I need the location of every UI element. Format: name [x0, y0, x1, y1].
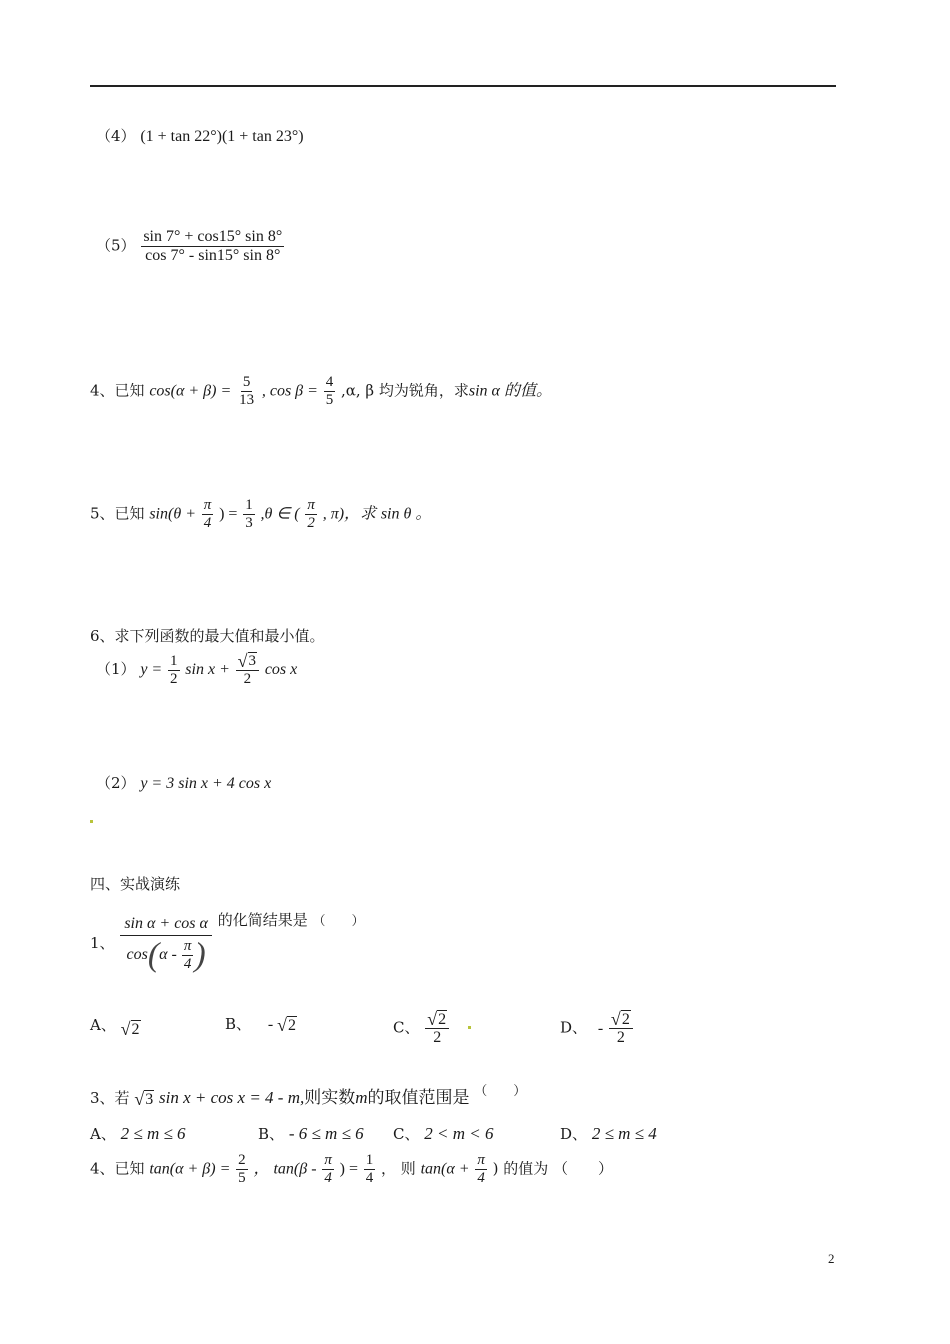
sqrt-symbol: √ 3 [134, 1089, 154, 1109]
fraction: $\frac{5}{13}$ [239, 374, 255, 408]
fraction: $\frac{\sin 7^\circ + \cos 15^\circ \sin 8^\circ}{\cos 7^\circ - \sin 15^\circ \sin 8^\circ}$ [143, 228, 283, 264]
fraction: $\frac{1}{3}$ [245, 497, 253, 531]
fraction: $\frac{\pi}{4}$ [477, 1152, 485, 1186]
problem-6-title: 6、求下列函数的最大值和最小值。 [90, 627, 325, 645]
sqrt-symbol: √ 2 [120, 1019, 140, 1039]
option-d: D、 2 ≤ m ≤ 4 [560, 1124, 657, 1143]
option-a: A、 2 ≤ m ≤ 6 [90, 1124, 186, 1143]
fraction: $\frac{\pi}{4}$ [324, 1152, 332, 1186]
fraction: $\frac{\pi}{2}$ [307, 497, 315, 531]
header-rule [90, 85, 836, 87]
scan-dot [90, 820, 93, 823]
fraction: √ 3 2 [236, 652, 259, 688]
scan-dot [468, 1026, 471, 1029]
exercise-1: 1、 sin α + cos α cos(α - $\frac{\pi}{4}$ ) 的化简结果是 （ ） [90, 911, 365, 974]
sqrt-symbol: √ 2 [427, 1009, 447, 1030]
option-b: B、 - 6 ≤ m ≤ 6 [258, 1124, 364, 1143]
option-d: D、 - √ 2 2 [560, 1010, 634, 1047]
option-c: C、 2 < m < 6 [393, 1124, 494, 1143]
sqrt-symbol: √ 2 [610, 1009, 630, 1030]
problem-6-1: （1） y = $\frac{1}{2}$ sin x + √ 3 2 cos x [96, 651, 298, 687]
problem-6-2: （2） y = 3 sin x + 4 cos x [96, 774, 272, 792]
fraction: $\frac{2}{5}$ [238, 1152, 246, 1186]
fraction: $\frac{1}{2}$ [170, 652, 178, 687]
fraction: √ 2 2 [425, 1010, 449, 1047]
fraction: sin α + cos α cos(α - $\frac{\pi}{4}$ ) [120, 913, 212, 973]
fraction: $\frac{\pi}{4}$ [203, 497, 212, 531]
page-number: 2 [828, 1251, 835, 1266]
fraction: $\frac{\pi}{4}$ [183, 938, 192, 972]
sqrt-symbol: √ 2 [277, 1015, 297, 1035]
fraction: √ 2 2 [609, 1010, 633, 1047]
fraction: $\frac{1}{4}$ [365, 1152, 374, 1186]
exercise-4: 4、已知 tan(α + β) = $\frac{2}{5}$ ， tan(β - $\frac{\pi}{4}$ ) = $\frac{1}{4}$ ， 则 tan(α + $\frac{\pi}{4}$ ) 的值为 （ ） [90, 1152, 614, 1186]
problem-3-5: （5） $\frac{\sin 7^\circ + \cos 15^\circ \sin 8^\circ}{\cos 7^\circ - \sin 15^\circ \sin 8^\circ}$ [96, 228, 283, 264]
problem-3-4: （4） (1 + tan 22°)(1 + tan 23°) [96, 127, 304, 145]
fraction: $\frac{4}{5}$ [325, 374, 334, 408]
problem-5: 5、已知 sin(θ + $\frac{\pi}{4}$ ) = $\frac{1}{3}$ ,θ ∈ ( $\frac{\pi}{2}$ , π)，求 sin θ 。 [90, 497, 432, 531]
sqrt-symbol: √ 3 [237, 651, 257, 671]
exercise-3: 3、若 √ 3 sin x + cos x = 4 - m,则实数m的取值范围是 （ ） [90, 1084, 527, 1109]
expression: (1 + tan 22°)(1 + tan 23°) [140, 128, 304, 145]
option-c: C、 √ 2 2 [393, 1010, 450, 1047]
option-a: A、 √ 2 [90, 1016, 140, 1039]
section-title: 四、实战演练 [90, 875, 181, 893]
problem-4: 4、已知 cos(α + β) = $\frac{5}{13}$ , cos β = $\frac{4}{5}$ ,α, β 均为锐角，求sin α 的值。 [90, 374, 552, 408]
option-b: B、 - √ 2 [225, 1015, 297, 1035]
